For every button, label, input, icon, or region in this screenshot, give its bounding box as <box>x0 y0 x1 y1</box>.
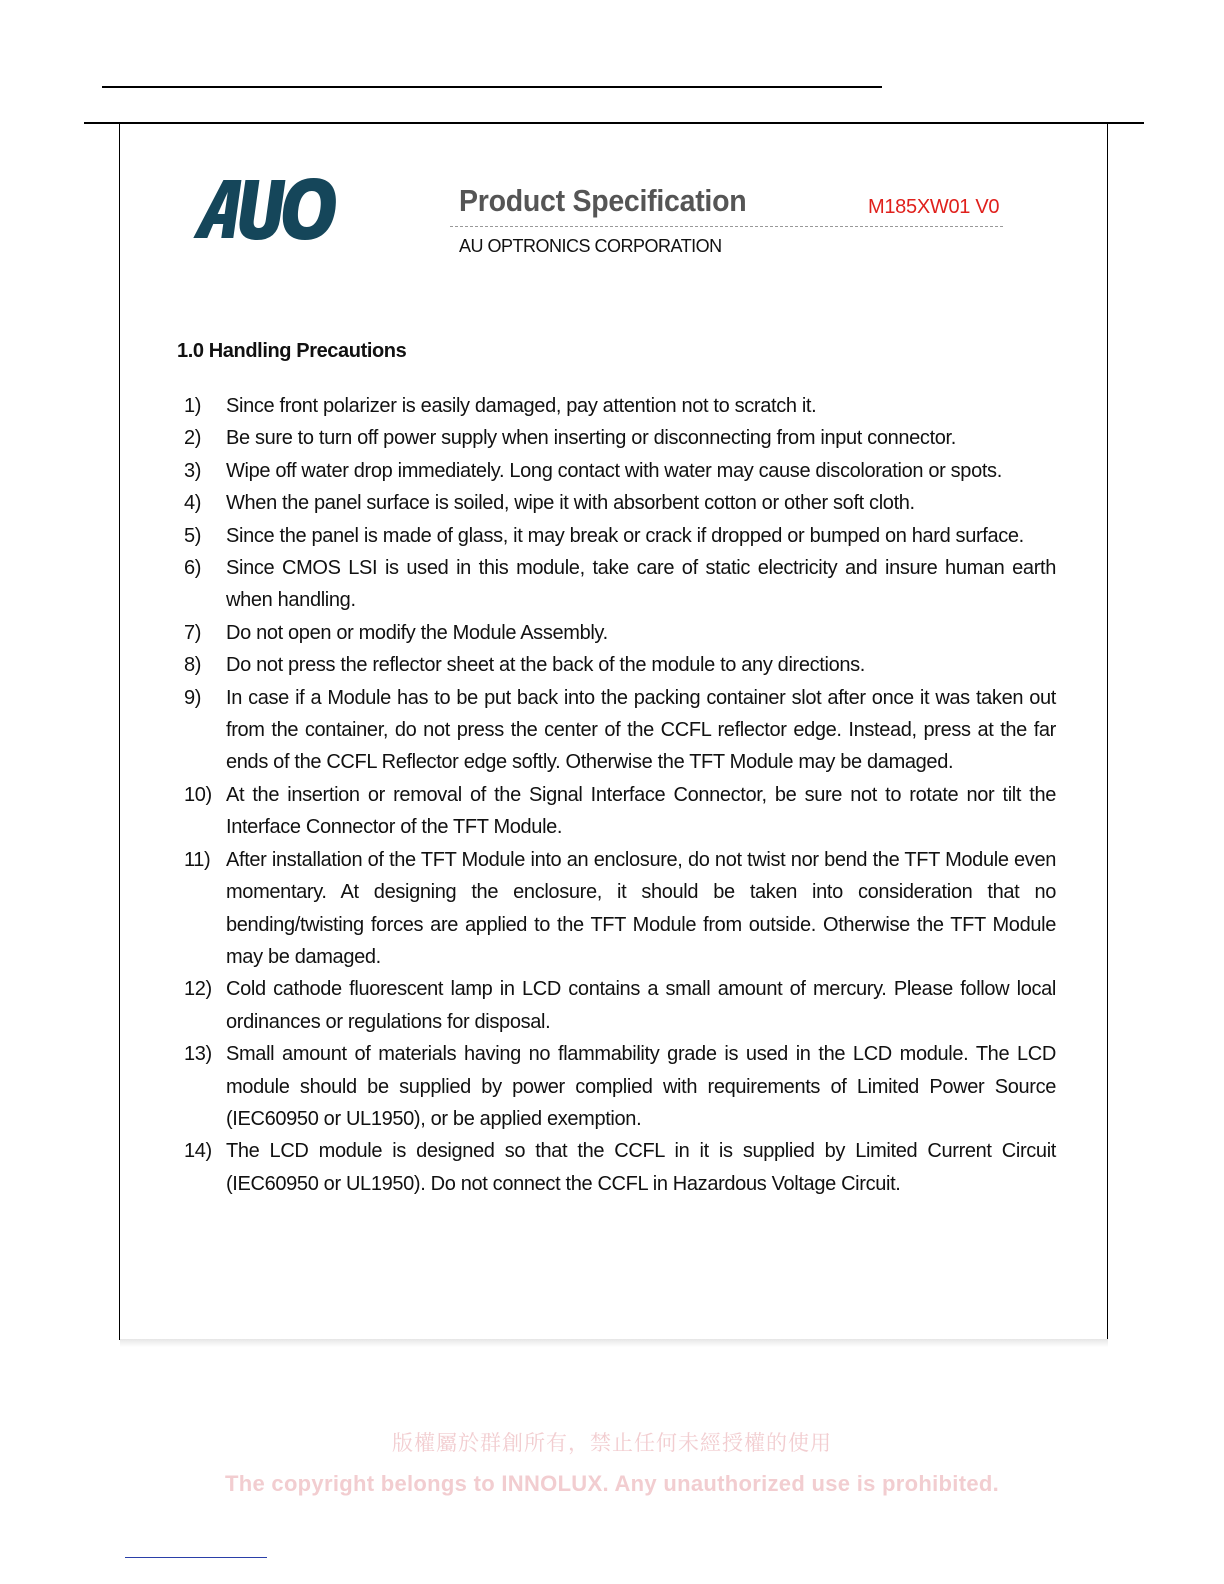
item-text: In case if a Module has to be put back into the packing container slot after once it was taken out from the container, do not press the center of the CCFL reflector edge. Instead, press at the far ends of the CCFL Reflector edge softly. Otherwise the TFT Module may be damaged. <box>226 686 1056 774</box>
list-item <box>184 552 1056 617</box>
item-number: 13) <box>184 1043 212 1066</box>
watermark-english: The copyright belongs to INNOLUX. Any unauthorized use is prohibited. <box>224 1471 1000 1496</box>
item-number: 12) <box>184 978 212 1001</box>
list-item <box>184 649 1056 681</box>
footnote-rule <box>125 1557 267 1558</box>
item-text: Do not open or modify the Module Assembly. <box>226 621 608 644</box>
item-number: 10) <box>184 783 212 806</box>
section-heading: 1.0 Handling Precautions <box>177 340 407 362</box>
frame-top-rule <box>84 122 1144 124</box>
list-item <box>184 973 1056 1038</box>
item-text: After installation of the TFT Module into an enclosure, do not twist nor bend the TFT Module even momentary. At designing the enclosure, it should be taken into consideration that no bending/twisting forces are applied to the TFT Module from outside. Otherwise the TFT Module may be damaged. <box>226 848 1056 968</box>
model-number: M185XW01 V0 <box>868 196 1000 218</box>
auo-logo <box>190 176 342 242</box>
list-item <box>184 455 1056 487</box>
item-number: 14) <box>184 1140 212 1163</box>
item-number: 7) <box>184 621 202 644</box>
item-number: 11) <box>184 848 211 871</box>
list-item <box>184 682 1056 779</box>
item-number: 1) <box>184 395 202 417</box>
item-number: 2) <box>184 427 202 450</box>
list-item <box>184 520 1056 552</box>
watermark-chinese: 版權屬於群創所有，禁止任何未經授權的使用 <box>392 1431 832 1455</box>
list-item <box>184 390 1056 422</box>
header-dashed-divider <box>450 226 1003 227</box>
item-text: The LCD module is designed so that the CCFL in it is supplied by Limited Current Circuit (IEC60950 or UL1950). Do not connect the CCFL in Hazardous Voltage Circuit. <box>226 1140 1056 1195</box>
item-text: Do not press the reflector sheet at the back of the module to any directions. <box>226 654 865 677</box>
frame-right-border <box>1107 123 1108 1340</box>
item-text: Be sure to turn off power supply when inserting or disconnecting from input connector. <box>226 427 956 450</box>
item-number: 3) <box>184 459 202 482</box>
item-text: Small amount of materials having no flammability grade is used in the LCD module. The LCD module should be supplied by power complied with requirements of Limited Power Source (IEC60950 or UL1950), or be applied exemption. <box>226 1043 1056 1130</box>
item-text: Since front polarizer is easily damaged, pay attention not to scratch it. <box>226 395 817 417</box>
top-rule <box>102 86 882 88</box>
list-item <box>184 422 1056 454</box>
item-text: When the panel surface is soiled, wipe it with absorbent cotton or other soft cloth. <box>226 492 915 515</box>
item-text: Since CMOS LSI is used in this module, take care of static electricity and insure human earth when handling. <box>226 557 1056 612</box>
precautions-list <box>184 390 1056 1200</box>
item-number: 9) <box>184 686 202 709</box>
list-item <box>184 487 1056 519</box>
item-number: 5) <box>184 524 202 547</box>
list-item <box>184 779 1056 844</box>
list-item <box>184 1135 1056 1200</box>
page-bottom-shadow <box>120 1339 1108 1347</box>
list-item <box>184 844 1056 974</box>
item-text: Wipe off water drop immediately. Long contact with water may cause discoloration or spots. <box>226 459 1002 482</box>
doc-title: Product Specification <box>459 183 747 218</box>
item-number: 8) <box>184 654 202 677</box>
item-text: Since the panel is made of glass, it may break or crack if dropped or bumped on hard surface. <box>226 524 1024 547</box>
list-item <box>184 1038 1056 1135</box>
item-number: 6) <box>184 557 202 580</box>
frame-left-border <box>119 123 120 1340</box>
company-name: AU OPTRONICS CORPORATION <box>459 236 722 256</box>
item-text: Cold cathode fluorescent lamp in LCD contains a small amount of mercury. Please follow local ordinances or regulations for disposal. <box>226 978 1056 1033</box>
list-item <box>184 617 1056 649</box>
item-text: At the insertion or removal of the Signal Interface Connector, be sure not to rotate nor tilt the Interface Connector of the TFT Module. <box>226 783 1056 839</box>
item-number: 4) <box>184 492 202 515</box>
